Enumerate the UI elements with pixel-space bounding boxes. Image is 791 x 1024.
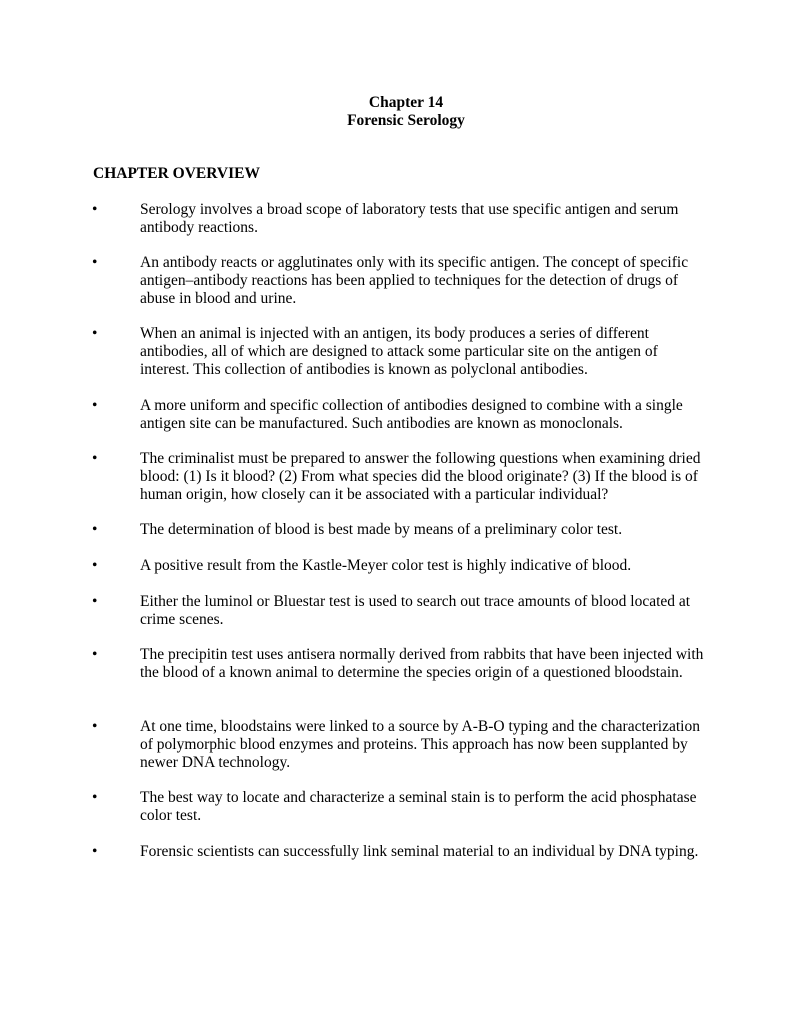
chapter-title: Forensic Serology bbox=[347, 112, 465, 129]
bullet-text: The criminalist must be prepared to answer the following questions when examining dried blood: (1) Is it blood? (2) From what species did the blood originate? (3) If the blood is of human origin, how closely can it be associated with a particular individual? bbox=[140, 450, 701, 503]
bullet-text: The precipitin test uses antisera normally derived from rabbits that have been injected with the blood of a known animal to determine the species origin of a questioned bloodstain. bbox=[140, 646, 704, 681]
bullet-marker: • bbox=[92, 450, 98, 467]
bullet-marker: • bbox=[92, 789, 98, 806]
bullet-text: An antibody reacts or agglutinates only with its specific antigen. The concept of specific antigen–antibody reactions has been applied to techniques for the detection of drugs of abuse in blood and urine. bbox=[140, 254, 689, 307]
bullet-text: A positive result from the Kastle-Meyer color test is highly indicative of blood. bbox=[140, 557, 632, 574]
bullet-marker: • bbox=[92, 718, 98, 735]
bullet-text: The best way to locate and characterize a seminal stain is to perform the acid phosphatase color test. bbox=[140, 789, 697, 824]
bullet-marker: • bbox=[92, 843, 98, 860]
bullet-text: Serology involves a broad scope of laboratory tests that use specific antigen and serum antibody reactions. bbox=[140, 201, 679, 236]
bullet-marker: • bbox=[92, 397, 98, 414]
bullet-marker: • bbox=[92, 646, 98, 663]
bullet-text: A more uniform and specific collection of antibodies designed to combine with a single antigen site can be manufactured. Such antibodies are known as monoclonals. bbox=[140, 397, 683, 432]
section-heading: CHAPTER OVERVIEW bbox=[93, 165, 260, 182]
bullet-marker: • bbox=[92, 557, 98, 574]
bullet-marker: • bbox=[92, 325, 98, 342]
bullet-marker: • bbox=[92, 521, 98, 538]
bullet-text: When an animal is injected with an antigen, its body produces a series of different antibodies, all of which are designed to attack some particular site on the antigen of interest. This collection of antibodies is known as polyclonal antibodies. bbox=[140, 325, 658, 378]
bullet-text: At one time, bloodstains were linked to a source by A-B-O typing and the characterization of polymorphic blood enzymes and proteins. This approach has now been supplanted by newer DNA technology. bbox=[140, 718, 700, 771]
bullet-text: Either the luminol or Bluestar test is used to search out trace amounts of blood located at crime scenes. bbox=[140, 593, 691, 628]
chapter-number: Chapter 14 bbox=[368, 94, 444, 111]
chapter-title-block bbox=[0, 94, 791, 130]
bullet-text: Forensic scientists can successfully link seminal material to an individual by DNA typing. bbox=[140, 843, 699, 860]
bullet-marker: • bbox=[92, 201, 98, 218]
bullet-marker: • bbox=[92, 593, 98, 610]
bullet-marker: • bbox=[92, 254, 98, 271]
bullet-text: The determination of blood is best made by means of a preliminary color test. bbox=[140, 521, 623, 538]
